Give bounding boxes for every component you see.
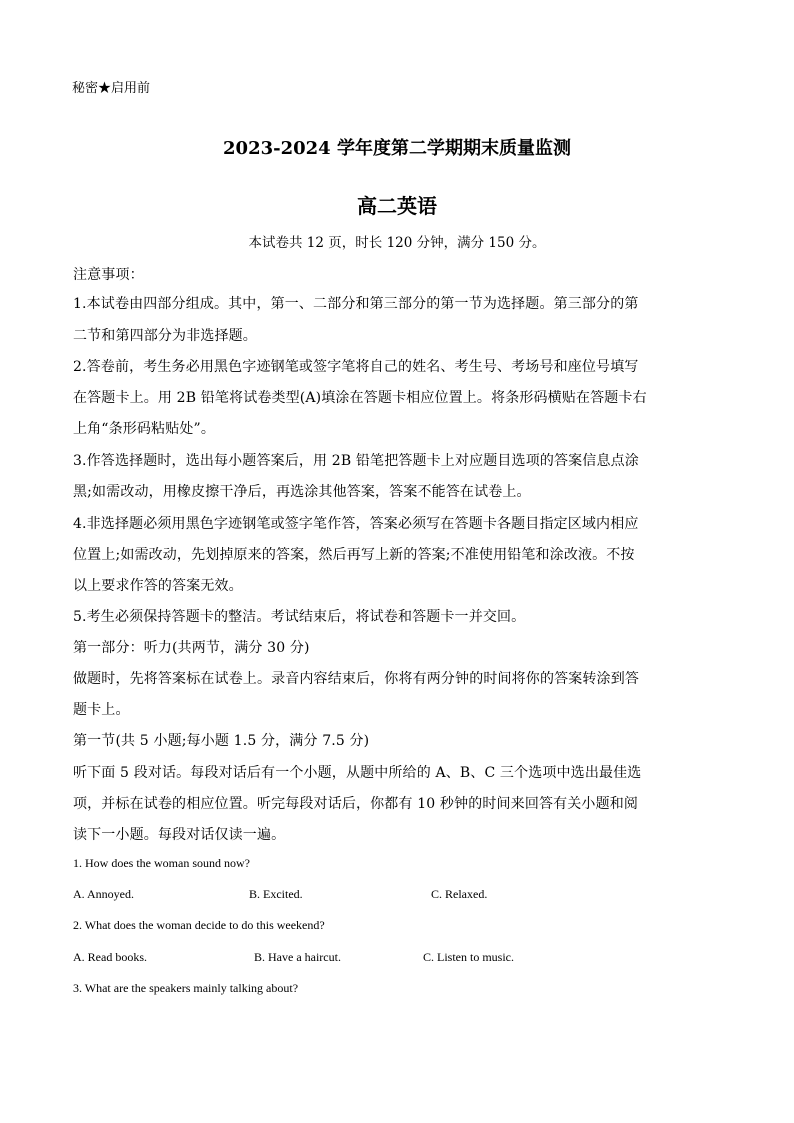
note-line: 5.考生必须保持答题卡的整洁。考试结束后，将试卷和答题卡一并交回。 bbox=[73, 609, 526, 625]
question-stem: 2. What does the woman decide to do this weekend? bbox=[73, 918, 325, 932]
note-line: 3.作答选择题时，选出每小题答案后，用 2B 铅笔把答题卡上对应题目选项的答案信息点涂 bbox=[73, 453, 639, 469]
note-line: 在答题卡上。用 2B 铅笔将试卷类型(A)填涂在答题卡相应位置上。将条形码横贴在答题卡右 bbox=[73, 390, 647, 406]
section1-heading: 第一节(共 5 小题;每小题 1.5 分，满分 7.5 分) bbox=[73, 733, 370, 749]
exam-info: 本试卷共 12 页，时长 120 分钟，满分 150 分。 bbox=[248, 235, 546, 251]
question-stem: 1. How does the woman sound now? bbox=[73, 856, 250, 870]
note-line: 2.答卷前，考生务必用黑色字迹钢笔或签字笔将自己的姓名、考生号、考场号和座位号填写 bbox=[73, 359, 639, 375]
note-line: 1.本试卷由四部分组成。其中，第一、二部分和第三部分的第一节为选择题。第三部分的第 bbox=[73, 296, 639, 312]
secret-mark: 秘密★启用前 bbox=[72, 81, 151, 96]
note-line: 位置上;如需改动，先划掉原来的答案，然后再写上新的答案;不准使用铅笔和涂改液。不按 bbox=[73, 547, 635, 563]
answer-option: C. Listen to music. bbox=[423, 950, 514, 964]
exam-title: 2023-2024 学年度第二学期期末质量监测 bbox=[223, 138, 571, 159]
answer-option: A. Annoyed. bbox=[73, 887, 134, 901]
answer-option: C. Relaxed. bbox=[431, 887, 488, 901]
part1-intro-line: 题卡上。 bbox=[73, 702, 130, 718]
section1-intro-line: 听下面 5 段对话。每段对话后有一个小题，从题中所给的 A、B、C 三个选项中选出最佳选 bbox=[73, 765, 642, 781]
section1-intro-line: 读下一小题。每段对话仅读一遍。 bbox=[73, 827, 286, 843]
note-line: 4.非选择题必须用黑色字迹钢笔或签字笔作答，答案必须写在答题卡各题目指定区域内相应 bbox=[73, 516, 639, 532]
notes-heading: 注意事项： bbox=[73, 267, 144, 283]
question-stem: 3. What are the speakers mainly talking about? bbox=[73, 981, 299, 995]
note-line: 黑;如需改动，用橡皮擦干净后，再选涂其他答案，答案不能答在试卷上。 bbox=[73, 484, 531, 500]
note-line: 上角“条形码粘贴处”。 bbox=[73, 421, 215, 437]
part1-intro-line: 做题时，先将答案标在试卷上。录音内容结束后，你将有两分钟的时间将你的答案转涂到答 bbox=[73, 671, 639, 687]
part1-heading: 第一部分：听力(共两节，满分 30 分) bbox=[73, 640, 310, 656]
answer-option: A. Read books. bbox=[73, 950, 147, 964]
subject-title: 高二英语 bbox=[357, 194, 437, 218]
answer-option: B. Have a haircut. bbox=[254, 950, 341, 964]
answer-option: B. Excited. bbox=[249, 887, 303, 901]
section1-intro-line: 项，并标在试卷的相应位置。听完每段对话后，你都有 10 秒钟的时间来回答有关小题和阅 bbox=[73, 796, 639, 812]
note-line: 二节和第四部分为非选择题。 bbox=[73, 328, 257, 344]
note-line: 以上要求作答的答案无效。 bbox=[73, 578, 243, 594]
